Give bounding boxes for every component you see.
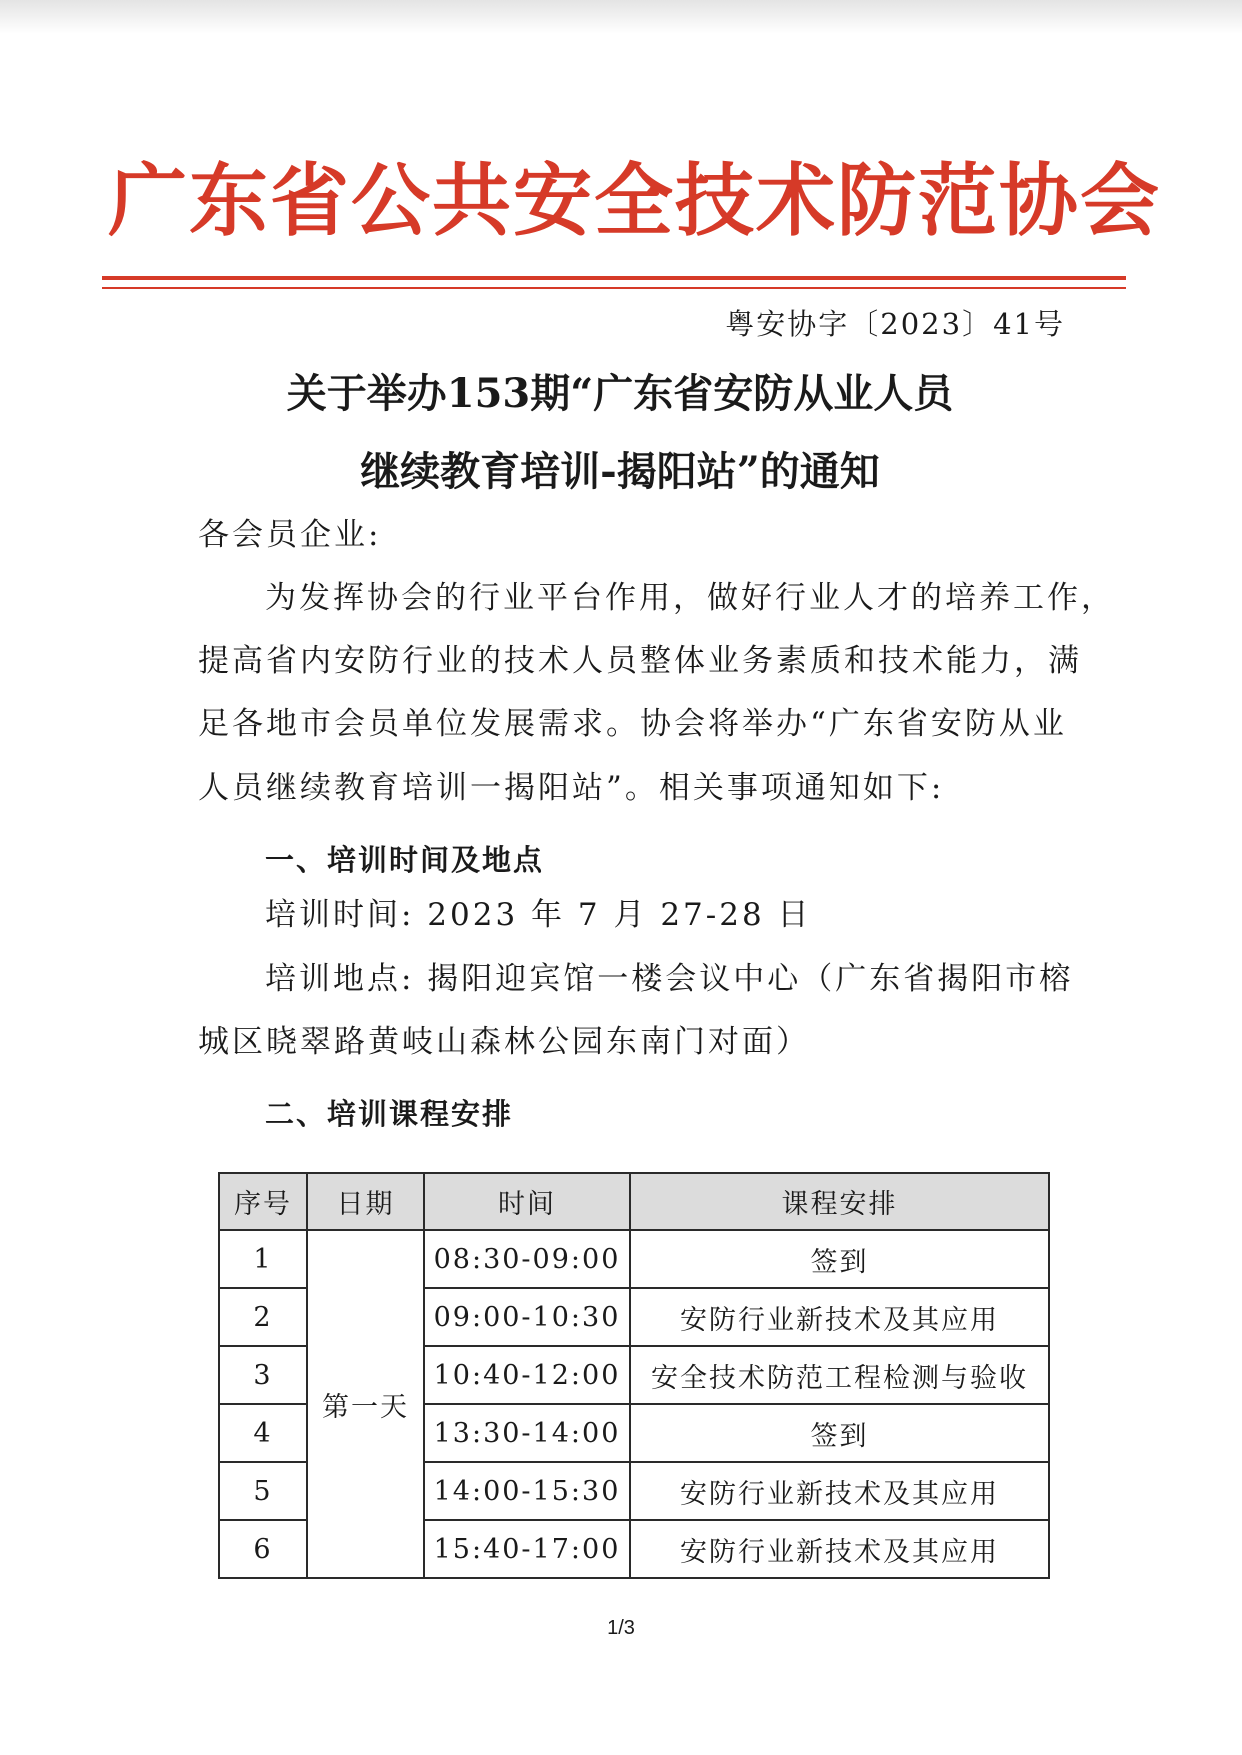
- organization-letterhead: 广东省公共安全技术防范协会: [108, 155, 1161, 247]
- row-time: 08:30-09:00: [424, 1230, 630, 1288]
- row-course: 签到: [630, 1404, 1049, 1462]
- row-time: 14:00-15:30: [424, 1462, 630, 1520]
- intro-line-1: 为发挥协会的行业平台作用，做好行业人才的培养工作，: [265, 580, 1115, 616]
- document-number: 粤安协字〔2023〕41号: [725, 307, 1065, 341]
- training-location-line-1: 培训地点: 揭阳迎宾馆一楼会议中心（广东省揭阳市榕: [265, 961, 1074, 997]
- header-course: 课程安排: [630, 1173, 1049, 1230]
- day-cell: 第一天: [307, 1230, 424, 1578]
- row-course: 安全技术防范工程检测与验收: [630, 1346, 1049, 1404]
- row-no: 5: [219, 1462, 307, 1520]
- document-title-line-2: 继续教育培训-揭阳站”的通知: [360, 448, 880, 495]
- row-time: 13:30-14:00: [424, 1404, 630, 1462]
- scan-edge-shadow: [0, 0, 1242, 34]
- page-number: 1/3: [607, 1617, 635, 1639]
- row-course: 安防行业新技术及其应用: [630, 1462, 1049, 1520]
- intro-line-2: 提高省内安防行业的技术人员整体业务素质和技术能力，满: [198, 643, 1082, 679]
- row-no: 1: [219, 1230, 307, 1288]
- section-heading-time-location: 一、培训时间及地点: [265, 843, 545, 877]
- row-course: 安防行业新技术及其应用: [630, 1520, 1049, 1578]
- table-header-row: [219, 1173, 1049, 1230]
- letterhead-rule-thick: [102, 276, 1126, 280]
- salutation: 各会员企业:: [198, 517, 382, 553]
- row-course: 安防行业新技术及其应用: [630, 1288, 1049, 1346]
- training-location-line-2: 城区晓翠路黄岐山森林公园东南门对面）: [198, 1024, 810, 1060]
- letterhead-rule-thin: [102, 287, 1126, 289]
- section-heading-schedule: 二、培训课程安排: [265, 1097, 514, 1131]
- row-time: 09:00-10:30: [424, 1288, 630, 1346]
- row-no: 4: [219, 1404, 307, 1462]
- row-time: 15:40-17:00: [424, 1520, 630, 1578]
- intro-line-4: 人员继续教育培训一揭阳站”。相关事项通知如下:: [198, 770, 945, 806]
- row-no: 2: [219, 1288, 307, 1346]
- row-time: 10:40-12:00: [424, 1346, 630, 1404]
- header-date: 日期: [307, 1173, 424, 1230]
- training-time: 培训时间: 2023 年 7 月 27-28 日: [265, 897, 812, 933]
- schedule-table: [218, 1172, 1050, 1579]
- row-course: 签到: [630, 1230, 1049, 1288]
- intro-line-3: 足各地市会员单位发展需求。协会将举办“广东省安防从业: [198, 706, 1067, 742]
- row-no: 6: [219, 1520, 307, 1578]
- header-time: 时间: [424, 1173, 630, 1230]
- table-row: [219, 1230, 1049, 1288]
- row-no: 3: [219, 1346, 307, 1404]
- document-title-line-1: 关于举办153期“广东省安防从业人员: [286, 370, 954, 417]
- header-no: 序号: [219, 1173, 307, 1230]
